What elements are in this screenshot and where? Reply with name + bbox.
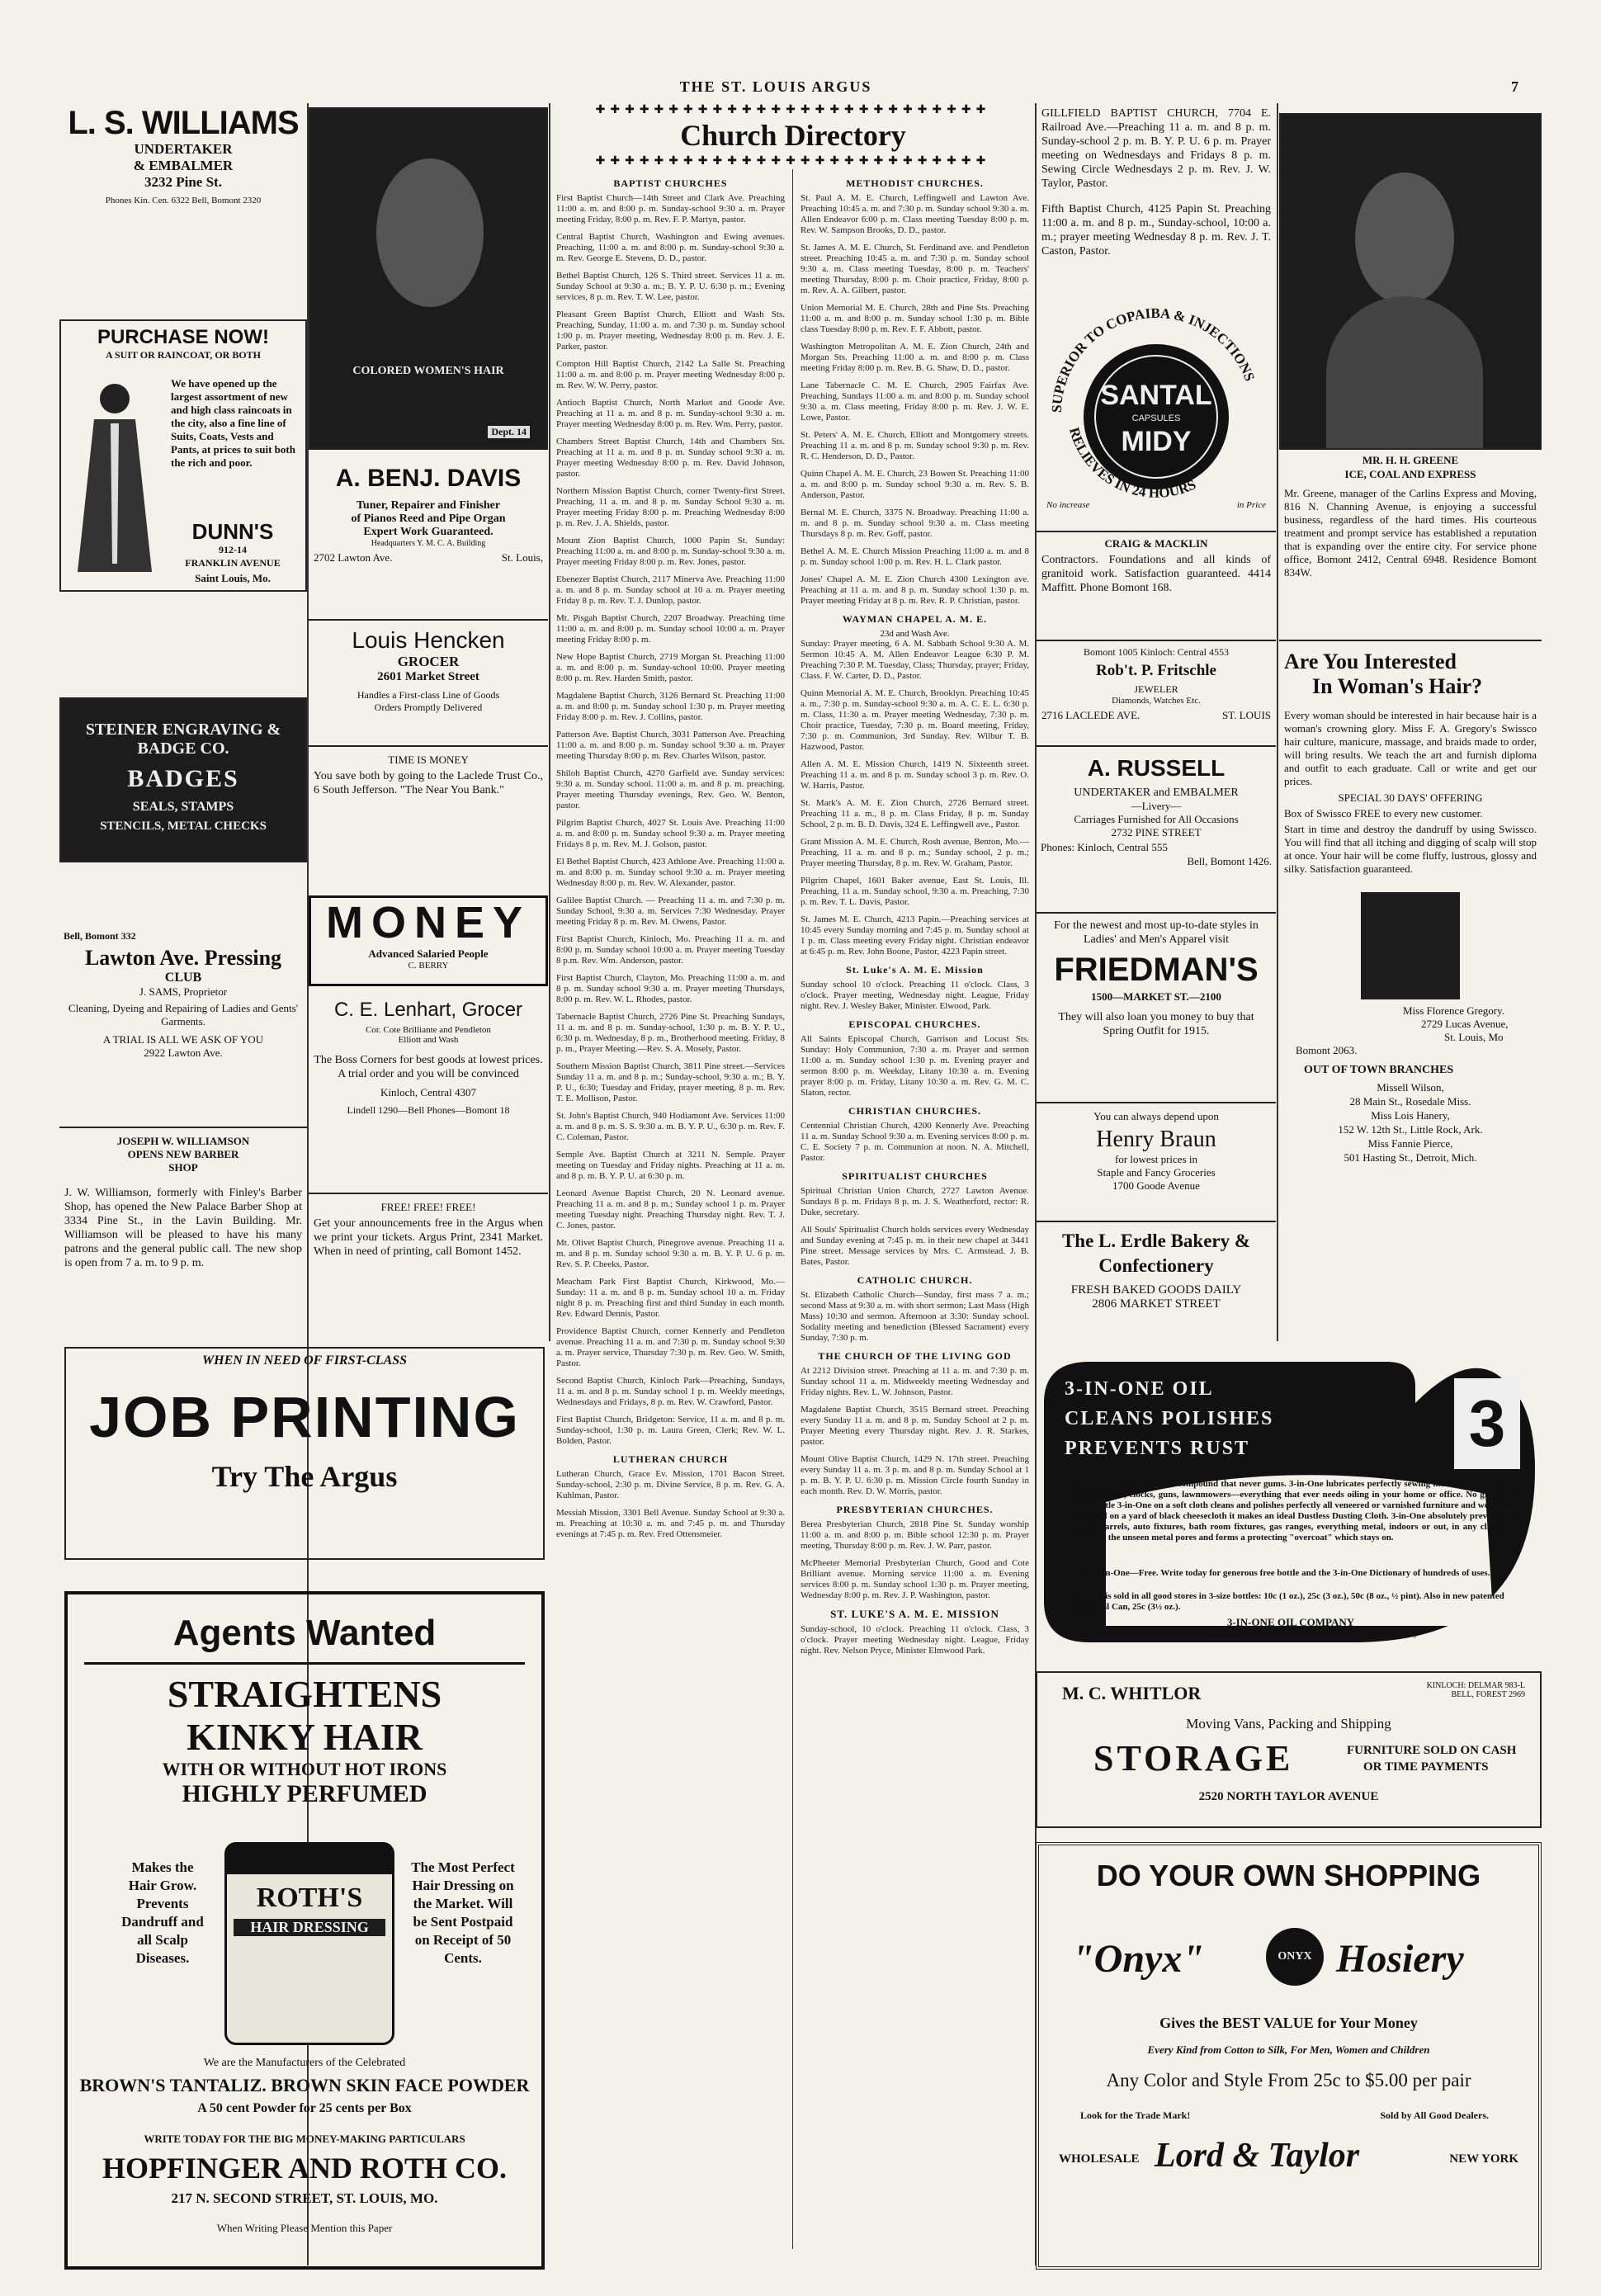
hair-dressing-jar [224,1842,394,2045]
agents-wanted-ad [64,1591,545,2270]
dunn-city: Saint Louis, Mo. [195,572,271,584]
gregory-phone: Bomont 2063. [1296,1044,1358,1056]
whitlor-addr: 2520 NORTH TAYLOR AVENUE [1198,1790,1379,1803]
dunn-body: We have opened up the largest assortment of new and high class raincoats in the city, also a fine line of Suits, Coats, Vests and Pants, at prices to suit both the rich and poor. [171,377,295,469]
fifth-baptist-notice: Fifth Baptist Church, 4125 Papin St. Preaching 11:00 a. m. and 8 p. m., Sunday-school, 10:00 a. m.; prayer meeting Wednesday 8 p. m. Rev. J. T. Caston, Pastor. [1041,203,1271,257]
church-entry: Quinn Chapel A. M. E. Church, 23 Bowen St. Preaching 11:00 a. m. and 8:00 p. m. Sunday school 9:30 a. m. Rev. S. B. Anderson, Pastor. [800,469,1029,500]
pressing-club: CLUB [164,971,202,985]
hair-article [1279,640,1542,1165]
friedman-addr: 1500—MARKET ST.—2100 [1091,990,1221,1003]
three-in-one-body: 3-in-One is a light, pure oil compound that never gums. 3-in-One lubricates perfectly sewing machines, typewriters, bicycles, locks, clocks, guns, lawnmowers—everything that ever needs oiling in your home or office. No grease. No acid. A little 3-in-One on a soft cloth cleans and polishes perfectly all veneered or varnished furniture and woodwork. Sprinkled on a yard of black cheesecloth it makes an ideal Dustless Dusting Cloth. 3-in-One absolutely prevents rust on gun barrels, auto fixtures, bath room fixtures, gas ranges, everything metal, indoors or out, in any climate. It sinks into the unseen metal pores and forms a protecting "overcoat" which stays on. [1069,1479,1521,1542]
hair-body: Every woman should be interested in hair because hair is a woman's crowning glory. Miss F. A. Gregory's Swissco hair culture, manicure, massage, and braids made to order, will bring results. We teach the art and furnish diploma and outfit to each graduate. Call or write and get our prices. [1284,709,1537,787]
christian-heading: CHRISTIAN CHURCHES. [848,1105,982,1117]
steiner-line3: SEALS, STAMPS [132,800,234,814]
gregory-addr: 2729 Lucas Avenue, [1421,1018,1509,1030]
hencken-type: GROCER [397,654,460,669]
santal-midy-badge [1037,305,1276,512]
time-money-headline: TIME IS MONEY [388,754,469,766]
church-entry: Mt. Pisgah Baptist Church, 2207 Broadway. Preaching time 11:00 a. m. and 8:00 p. m. Sunday school 10:00 a. m. Prayer meeting Friday 8:00 p. m. [556,613,785,645]
church-entry: First Baptist Church, Kinloch, Mo. Preaching 11 a. m. and 8:00 p. m. Sunday school 10:00 a. m. Prayer meeting Tuesday 8 p.m. Rev. Wm. Anderson, pastor. [556,934,785,966]
agents-left-text: Makes the Hair Grow. Prevents Dandruff and all Scalp Diseases. [121,1859,204,1966]
barber-body: J. W. Williamson, formerly with Finley's Barber Shop, has opened the New Palace Barber Shop at 3334 Pine St., in the Lavin Building. Mr. Williamson will be pleased to have his many patrons and the general public call. The new shop is open from 7 a. m. to 9 p. m. [64,1187,302,1269]
wayman-sub: 23d and Wash Ave. [880,629,950,639]
onyx-headline: DO YOUR OWN SHOPPING [1096,1859,1481,1892]
church-entry: Galilee Baptist Church. — Preaching 11 a. m. and 7:30 p. m. Sunday School, 9:30 a. m. Services 7:30 Wednesday. Prayer meeting Friday 8 p. m. Rev. M. Owens, Pastor. [556,895,785,927]
pressing-phone: Bell, Bomont 332 [64,930,136,942]
portrait-illustration [376,158,484,307]
free-headline: FREE! FREE! FREE! [380,1201,476,1213]
church-entry: St. Peters' A. M. E. Church, Elliott and Montgomery streets. Preaching 11 a. m. and 8 p. m. Sunday school 9:30 p. m. Rev. R. C. Henderson, D. D., Pastor. [800,430,1029,461]
fritschle-goods: Diamonds, Watches Etc. [1112,696,1201,706]
masthead: THE ST. LOUIS ARGUS [679,78,872,95]
lenhart-ad [309,999,548,1188]
pressing-name: Lawton Ave. Pressing [84,946,282,970]
fritschle-type: JEWELER [1134,683,1178,695]
column-rule [1277,103,1278,1341]
church-entry: St. Elizabeth Catholic Church—Sunday, first mass 7 a. m.; second Mass at 9:30 a. m. with short sermon; Last Mass (High Mass) 10:30 and sermon. Afternoon at 3:30: Sunday school. Sodality meeting and benediction (Blessed Sacrament) every Sunday, 7:30 p. m. [800,1290,1029,1343]
three-in-one-number: 3 [1454,1378,1520,1469]
williams-phones: Phones Kin. Cen. 6322 Bell, Bomont 2320 [105,196,262,206]
barber-h1: JOSEPH W. WILLIAMSON [116,1135,250,1147]
onyx-ny: NEW YORK [1449,2152,1518,2166]
gregory-name: Miss Florence Gregory. [1403,1004,1504,1017]
lenhart-addr1: Cor. Cote Brilliante and Pendleton [366,1025,491,1035]
branch-line: Missell Wilson, [1377,1081,1444,1094]
page-header [50,78,1535,97]
job-printing-ad [64,1347,545,1560]
santal-midy-ad [1037,305,1276,520]
onyx-mark: Look for the Trade Mark! [1080,2109,1191,2121]
church-entry: Bethel Baptist Church, 126 S. Third street. Services 11 a. m. Sunday School at 9:30 a. m.; B. Y. P. U. 6:30 p. m.; Evening services, 8 p. m. Rev. T. W. Lee, pastor. [556,271,785,302]
church-entry: Magdalene Baptist Church, 3515 Bernard street. Preaching every Sunday 11 a. m. and 8 p. m. Sunday School at 2 p. m. Prayer Meeting every Thursday night. Rev. J. R. Starkes, pastor. [800,1405,1029,1447]
hencken-name: Louis Hencken [352,627,505,653]
dunn-headline: PURCHASE NOW! [97,326,269,348]
greene-caption2: ICE, COAL AND EXPRESS [1344,468,1476,480]
onyx-price: Any Color and Style From 25c to $5.00 per pair [1106,2070,1471,2090]
fritschle-address [1041,709,1271,722]
church-entry: St. James A. M. E. Church, St. Ferdinand ave. and Pendleton street. Preaching 10:45 a. m. and 7:30 p. m. Sunday school 9:30 a. m. Class meeting Tuesday, 8:00 p. m. Teachers' meeting Thursday, 8:00 p. m. Choir practice, Friday, 8:00 p. m. Rev. A. A. Gilbert, pastor. [800,243,1029,295]
church-entry: Mount Zion Baptist Church, 1000 Papin St. Sunday: Preaching 11:00 a. m. and 8:00 p. m. Sunday-school 9:30 a. m. Prayer meeting Friday 8:00 p. m. Rev. Jones, pastor. [556,536,785,567]
three-in-one-sizes: 3-in-One is sold in all good stores in 3-size bottles: 10c (1 oz.), 25c (3 oz.), 50c (8 oz., ½ pint). Also in new patented Handy Oil Can, 25c (3½ oz.). [1069,1591,1504,1612]
church-entry: Union Memorial M. E. Church, 28th and Pine Sts. Preaching 11:00 a. m. and 8:00 p. m. Sunday school 1:30 p. m. Bible class Tuesday 8:00 p. m. Rev. F. F. Abbott, pastor. [800,303,1029,334]
page-number: 7 [1511,78,1518,95]
money-ad-name: C. BERRY [408,961,449,971]
russell-carr: Carriages Furnished for All Occasions [1074,813,1239,825]
fritschle-addr: 2716 LACLEDE AVE. [1041,709,1141,721]
church-entry: Compton Hill Baptist Church, 2142 La Salle St. Preaching 11:00 a. m. and 8:00 p. m. Prayer meeting Wednesday 8:00 p. m. Rev. W. W. Perry, pastor. [556,359,785,390]
money-ad [309,895,548,986]
church-entry: Centennial Christian Church, 4200 Kennerly Ave. Preaching 11 a. m. Sunday School 9:30 a. m. Evening services 8:00 p. m. C. E. Society 7 p. m. Communion at noon. N. A. Mitchell, Pastor. [800,1121,1029,1163]
church-entry: Mount Olive Baptist Church, 1429 N. 17th street. Preaching every Sunday 11 a. m. 3 p. m. and 8 p. m. Sunday School at 1 p. m. B. Y. P. U. 6:30 p. m. Mission Circle fourth Sunday in each month. Rev. D. W. Morris, pastor. [800,1454,1029,1496]
davis-name: A. BENJ. DAVIS [335,465,522,492]
church-entry: Sunday: Prayer meeting, 6 A. M. Sabbath School 9:30 A. M. Sermon 10:45 A. M. Allen Endeavor League 6:30 P. M. Preaching 7:30 P. M. Tuesday, Class; Thursday, prayer; Friday, Class. F. W. Carter, D. D., Pastor. [800,639,1029,681]
church-entry: Grant Mission A. M. E. Church, Rosh avenue, Benton, Mo.—Preaching, 11 a. m. and 8 p. m.; Sunday school, 2 p. m.; Prayer meeting Thursday, 8 p. m. Rev. W. Graham, Pastor. [800,837,1029,868]
church-entry: Quinn Memorial A. M. E. Church, Brooklyn. Preaching 10:45 a. m., 7:30 p. m. Sunday-school 9:30 a. m. A. C. E. L. 6:30 p. m. Class, 11:30 a. m. Prayer meeting Wednesday, 7:30 p. m. Choir practice, Tuesday, 7:30 p. m. Board meeting, Friday, 7:30 p. m. Communion, 3rd Sunday. Rev. Wilbur T. B. Hazwood, Pastor. [800,688,1029,752]
lenhart-name: C. E. Lenhart, Grocer [333,999,523,1021]
greene-body: Mr. Greene, manager of the Carlins Express and Moving, 816 N. Channing Avenue, is enjoying a successful business, regardless of the hard times. His courteous treatment and prompt service has established a reputation that is expanding over the entire city. For service phone office, Bomont 2412, Central 6948. Residence Bomont 834W. [1284,487,1537,579]
church-entry: Spiritual Christian Union Church, 2727 Lawton Avenue. Sundays 8 p. m. Fridays 8 p. m. J. S. Weatherford, rector: R. Duke, secretary. [800,1186,1029,1217]
church-entry: Northern Mission Baptist Church, corner Twenty-first Street. Preaching, 11 a. m. and 8 p. m. Sunday School 9:30 a. m. Prayer meeting Friday 8:00 p. m. Preaching Wednesday 8:00 p. m. Rev. J. A. Shields, pastor. [556,486,785,528]
dunn-sub: A SUIT OR RAINCOAT, OR BOTH [105,349,262,361]
church-entry: St. Mark's A. M. E. Zion Church, 2726 Bernard street. Preaching 11 a. m., 8 p. m. Class Friday, 8 p. m. Sunday School, 2 p. m. B. D. Davis, 324 E. Leffingwell ave., Pastor. [800,798,1029,829]
church-entry: Messiah Mission, 3301 Bell Avenue. Sunday School at 9:30 a. m. Preaching at 10:30 a. m. and 7:45 p. m. and Thursday evenings at 7:45 p. m. Rev. Fred Ottensmeier. [556,1508,785,1539]
church-entry: New Hope Baptist Church, 2719 Morgan St. Preaching 11:00 a. m. and 8:00 p. m. Sunday-school 10:00. Prayer meeting 8:00 p. m. Rev. Harden Smith, pastor. [556,652,785,683]
branch-line: 501 Hasting St., Detroit, Mich. [1344,1151,1477,1164]
church-entry: First Baptist Church—14th Street and Clark Ave. Preaching 11:00 a. m. and 8:00 p. m. Sunday-school 9:30 a. m. Prayer meeting Friday, 8:00 p. m. Rev. F. P. Martyn, pastor. [556,193,785,224]
hencken-addr: 2601 Market Street [377,670,479,683]
davis-address [314,551,543,565]
church-entry: First Baptist Church, Clayton, Mo. Preaching 11:00 a. m. and 8 p. m. Sunday school 9:30 a. m. Prayer meeting Thursdays, 8:00 p. m. Rev. W. L. Rhodes, pastor. [556,973,785,1004]
davis-t3: Expert Work Guaranteed. [363,526,494,538]
whitlor-storage: STORAGE [1093,1738,1294,1779]
davis-ad [309,465,548,612]
agents-headline: Agents Wanted [172,1613,437,1653]
dunn-ad [59,319,307,592]
steiner-line2: BADGES [127,765,239,792]
directory-ornament: ✚✚✚✚✚✚✚✚✚✚✚✚✚✚✚✚✚✚✚✚✚✚✚✚✚✚✚ [595,104,991,116]
santal-arc-top: SUPERIOR TO COPAIBA & INJECTIONS [1048,305,1258,413]
williams-l1: UNDERTAKER [134,141,233,157]
russell-p1: Phones: Kinloch, Central 555 [1041,841,1168,853]
jar-label-1: ROTH'S [256,1883,363,1913]
hair-h2: In Woman's Hair? [1312,674,1483,698]
presbyterian-list [797,1519,1032,1601]
onyx-hosiery-ad [1036,1842,1542,2270]
church-entry: Bernal M. E. Church, 3375 N. Broadway. Preaching 11:00 a. m. and 8 p. m. Sunday school 9:30 a. m. Class meeting Thursdays 8 p. m. Rev. Goff, pastor. [800,508,1029,539]
job-printing-top: WHEN IN NEED OF FIRST-CLASS [201,1354,408,1368]
santal-midy: MIDY [1121,426,1192,457]
three-in-one-company: 3-IN-ONE OIL COMPANY [1226,1616,1355,1628]
more-list [797,1405,1032,1497]
catholic-heading: CATHOLIC CHURCH. [857,1274,973,1286]
church-entry: Jones' Chapel A. M. E. Zion Church 4300 Lexington ave. Preaching at 11 a. m. and 8 p. m. Sunday school 1:30 p. m. Prayer meeting Friday at 8 p. m. Rev. R. P. Christian, pastor. [800,574,1029,606]
braun-name: Henry Braun [1096,1127,1216,1152]
church-entry: Magdalene Baptist Church, 3126 Bernard St. Preaching 11:00 a. m. and 8:00 p. m. Sunday school 1:30 p. m. Prayer meeting Friday 8:00 p. m. Rev. J. Collins, pastor. [556,691,785,722]
russell-p2: Bell, Bomont 1426. [1187,855,1272,867]
agents-foot: When Writing Please Mention this Paper [216,2222,393,2234]
three-in-one-logo3: PREVENTS RUST [1065,1438,1250,1459]
three-in-one-logo2: CLEANS POLISHES [1065,1408,1274,1429]
russell-livery: —Livery— [1131,800,1182,812]
directory-title: Church Directory [680,119,906,152]
whitlor-name: M. C. WHITLOR [1062,1683,1202,1703]
pressing-ad [59,928,307,1110]
three-in-one-logo1: 3-IN-ONE OIL [1065,1378,1214,1400]
agents-l1: STRAIGHTENS [167,1673,442,1715]
methodist-list [797,193,1032,607]
church-entry: St. James M. E. Church, 4213 Papin.—Preaching services at 10:45 every Sunday morning and 7:45 p. m. Sunday school at 1 p. m. Class meeting every Friday night. Christian endeavor at 6:45 p. m. Rev. John Boone, Pastor, 4223 Papin street. [800,914,1029,957]
baptist-list [553,193,788,1447]
three-in-one-addr: 42 DA Broadway [1180,1629,1240,1638]
methodist-column [797,172,1032,1663]
church-entry: St. Paul A. M. E. Church, Leffingwell and Lawton Ave. Preaching 10:45 a. m. and 7:30 p. m. Sunday school 9:30 a. m. Allen Endeavor 6:00 p. m. Class meeting Tuesday 8:00 p. m. Rev. W. Sampson Brooks, D. D., pastor. [800,193,1029,235]
wayman-list [797,639,1032,957]
gregory-city: St. Louis, Mo [1444,1031,1504,1043]
santal-in-price: in Price [1236,500,1266,510]
three-in-one-city: New York City [1366,1629,1418,1638]
church-entry: Central Baptist Church, Washington and Ewing avenues. Preaching, 11:00 a. m. and 8:00 p. m. Sunday-school 9:30 a. m. Rev. George E. Stevens, D. D., pastor. [556,232,785,263]
church-entry: Shiloh Baptist Church, 4270 Garfield ave. Sunday services: 9:30 a. m. Sunday school. 11:00 a. m. and 8 p. m. preaching. Prayer meeting Thursday evenings, Rev. Geo. W. Benton, pastor. [556,768,785,810]
agents-write: WRITE TODAY FOR THE BIG MONEY-MAKING PARTICULARS [144,2133,465,2145]
williams-ad [59,105,307,224]
craig-macklin-ad [1037,531,1276,638]
church-entry: All Saints Episcopal Church, Garrison and Locust Sts. Sunday: Holy Communion, 7:30 a. m. Prayer and sermon 11:00 a. m. Sunday school 1:30 p. m. Evening prayer and sermon 8:00 p. m. Weekday, Litany 10:30 a. m. Evening prayer 8:00 p. m. Friday, Litany 10:30 a. m. Rev. G. M. C. Slaton, rector. [800,1034,1029,1098]
russell-name: A. RUSSELL [1087,755,1226,781]
hencken-l1: Handles a First-class Line of Goods [357,689,500,701]
three-in-one-free: Free—3-in-One—Free. Write today for generous free bottle and the 3-in-One Dictionary of hundreds of uses. [1069,1568,1490,1578]
dunn-addr1: 912-14 [219,544,247,555]
whitlor-phone1: KINLOCH: DELMAR 983-L [1426,1681,1525,1690]
baptist-heading: BAPTIST CHURCHES [613,177,728,189]
dunn-addr2: FRANKLIN AVENUE [185,557,281,569]
onyx-kinds: Every Kind from Cotton to Silk, For Men, Women and Children [1147,2043,1430,2056]
agents-l3: WITH OR WITHOUT HOT IRONS [162,1759,447,1779]
church-entry: Sunday-school, 10 o'clock. Preaching 11 o'clock. Class, 3 o'clock. Prayer meeting Wednesday night. League, Friday night. Rev. Nelson Pryce, Minister Elmwood Park. [800,1624,1029,1656]
stlukes2-heading: ST. LUKE'S A. M. E. MISSION [830,1608,999,1620]
lenhart-body: The Boss Corners for best goods at lowest prices. A trial order and you will be convinced [314,1054,543,1080]
agents-powder2: A 50 cent Powder for 25 cents per Box [197,2101,412,2115]
williams-l2: & EMBALMER [133,158,234,173]
time-money-body: You save both by going to the Laclede Trust Co., 6 South Jefferson. "The Near You Bank." [314,770,543,796]
braun-l1: for lowest prices in [1114,1153,1197,1165]
agents-addr: 217 N. SECOND STREET, ST. LOUIS, MO. [171,2190,438,2206]
church-entry: Providence Baptist Church, corner Kennerly and Pendleton avenue. Preaching 11 a. m. and 7:30 p. m. Sunday school 9:30 a. m. Prayer service, Thursday 7:30 p. m. Rev. Geo. W. Smith, Pastor. [556,1326,785,1368]
church-entry: Patterson Ave. Baptist Church, 3031 Patterson Ave. Preaching 11:00 a. m. and 8:00 p. m. Sunday school 9:30 a. m. Prayer meeting Thursday 8:00 p. m. Rev. Charles Wilson, pastor. [556,730,785,761]
hair-ad [309,107,548,450]
santal-arc-bottom: RELIEVES IN 24 HOURS [1065,425,1199,501]
lenhart-phone1: Kinloch, Central 4307 [380,1086,476,1098]
whitlor-ad [1036,1671,1542,1828]
church-entry: Sunday school 10 o'clock. Preaching 11 o'clock. Class, 3 o'clock. Prayer meeting, Wednesday night. League, Friday night. Rev. J. Wesley Baker, Minister. Elwood, Park. [800,980,1029,1011]
money-ad-headline: MONEY [325,898,531,947]
onyx-trademark-icon: ONYX [1266,1928,1324,1986]
hair-ad-dept: Dept. 14 [488,426,530,438]
man-in-raincoat-illustration [69,374,160,580]
pressing-trial: A TRIAL IS ALL WE ASK OF YOU [102,1033,264,1046]
davis-addr: 2702 Lawton Ave. [314,551,393,564]
spiritualist-list [797,1186,1032,1268]
friedman-ad [1037,912,1276,1098]
craig-name: CRAIG & MACKLIN [1104,537,1208,550]
greene-portrait [1279,113,1542,450]
lenhart-phone2: Lindell 1290—Bell Phones—Bomont 18 [347,1104,510,1116]
friedman-body: They will also loan you money to buy that Spring Outfit for 1915. [1058,1011,1254,1037]
steiner-line4: STENCILS, METAL CHECKS [100,820,267,833]
church-entry: Berea Presbyterian Church, 2818 Pine St. Sunday worship 11:00 a. m. and 8:00 p. m. Bible school 12:30 p. m. Prayer meeting, Thursday 8:00 p. m. Rev. J. W. Parr, pastor. [800,1519,1029,1551]
erdle-ad [1037,1221,1276,1336]
time-is-money [309,745,548,848]
hair-offer: Box of Swissco FREE to every new customer. [1284,807,1483,820]
free-notice [309,1193,548,1362]
fritschle-phones: Bomont 1005 Kinloch: Central 4553 [1084,646,1229,658]
episcopal-heading: EPISCOPAL CHURCHES. [848,1018,981,1030]
wayman-heading: WAYMAN CHAPEL A. M. E. [842,613,988,625]
free-body: Get your announcements free in the Argus when we print your tickets. Argus Print, 2341 Market. When in need of printing, call Bomont 1452. [314,1217,543,1258]
three-in-one-ad [1040,1354,1542,1651]
agents-l2: KINKY HAIR [187,1716,423,1758]
whitlor-line: Moving Vans, Packing and Shipping [1186,1716,1391,1731]
craig-body: Contractors. Foundations and all kinds of granitoid work. Satisfaction guaranteed. 4414 Maffitt. Phone Bomont 168. [1041,554,1271,594]
erdle-addr: 2806 MARKET STREET [1092,1297,1221,1311]
church-entry: Lutheran Church, Grace Ev. Mission, 1701 Bacon Street. Sunday-school, 2:30 p. m. Divine Service, 8 p. m. Rev. G. A. Kuhlman, Pastor. [556,1469,785,1500]
church-entry: Semple Ave. Baptist Church at 3211 N. Semple. Prayer meeting on Tuesday and Friday nights. Preaching at 11 a. m. and 8 p. m. B. Y. P. U. at 6:30 p. m. [556,1150,785,1181]
church-entry: Meacham Park First Baptist Church, Kirkwood, Mo.—Sunday: 11 a. m. and 8 p. m. Sunday school 10 a. m. Friday night 8 p. m. Preaching first and third Sunday in each month. Rev. Edward Dennis, Pastor. [556,1277,785,1319]
directory-ornament: ✚✚✚✚✚✚✚✚✚✚✚✚✚✚✚✚✚✚✚✚✚✚✚✚✚✚✚ [595,155,991,168]
church-entry: Leonard Avenue Baptist Church, 20 N. Leonard avenue. Preaching 11 a. m. and 8 p. m.; Sunday school 1 p. m. Prayer meeting Tuesday night. Preaching Thursday night. Rev. T. J. C. Jones, pastor. [556,1188,785,1231]
hair-special: SPECIAL 30 DAYS' OFFERING [1338,791,1483,804]
church-entry: Pilgrim Baptist Church, 4027 St. Louis Ave. Preaching 11:00 a. m. and 8:00 p. m. Sunday school 9:30 a. m. Prayer meeting Fridays 8 p. m. Rev. M. J. Golson, pastor. [556,818,785,849]
erdle-sub: FRESH BAKED GOODS DAILY [1070,1283,1242,1297]
steiner-ad [59,697,307,862]
living-god-heading: THE CHURCH OF THE LIVING GOD [818,1350,1012,1362]
lenhart-addr2: Elliott and Wash [398,1035,459,1045]
church-directory [551,103,1035,2265]
church-entry: Tabernacle Baptist Church, 2726 Pine St. Preaching Sundays, 11 a. m. and 8 p. m. Sunday-school, 1:30 p. m. B. Y. P. U., 6:30 p. m. Wednesday, 8 p. m., Brotherhood meeting. Friday, 8 p. m., Prayer Meeting.—Rev. S. A. Mosely, Pastor. [556,1012,785,1054]
church-entry: Ebenezer Baptist Church, 2117 Minerva Ave. Preaching 11:00 a. m. and 8 p. m. Sunday school at 10 a. m. Prayer meeting Friday 8 p. m. Rev. T. J. Dunlop, pastor. [556,574,785,606]
gillfield-notice: GILLFIELD BAPTIST CHURCH, 7704 E. Railroad Ave.—Preaching 11 a. m. and 8 p. m. Sunday-school 2 p. m. B. Y. P. U. 6 p. m. Prayer meeting on Wednesdays and Fridays 8 p. m. Sewing Circle Wednesdays 2 p. m. Rev. J. W. Taylor, Pastor. [1041,107,1271,190]
column-rule [549,103,550,1341]
whitlor-furn2: OR TIME PAYMENTS [1363,1760,1489,1774]
hencken-l2: Orders Promptly Delivered [374,702,483,713]
pressing-owner: J. SAMS, Proprietor [139,985,228,998]
agents-company: HOPFINGER AND ROTH CO. [102,2152,508,2185]
spiritualist-heading: SPIRITUALIST CHURCHES [842,1170,988,1182]
williams-addr: 3232 Pine St. [144,174,222,190]
hencken-ad [309,619,548,743]
presbyterian-heading: PRESBYTERIAN CHURCHES. [836,1504,994,1515]
barber-h3: SHOP [168,1161,198,1174]
steiner-line1: STEINER ENGRAVING & BADGE CO. [85,720,281,758]
methodist-heading: METHODIST CHURCHES. [846,177,984,189]
erdle-name: The L. Erdle Bakery & Confectionery [1061,1231,1251,1276]
russell-addr: 2732 PINE STREET [1111,826,1202,839]
braun-addr: 1700 Goode Avenue [1112,1179,1200,1192]
russell-ad [1037,745,1276,910]
whitlor-phone2: BELL, FOREST 2969 [1451,1690,1525,1699]
church-entry: Allen A. M. E. Mission Church, 1419 N. Sixteenth street. Preaching 11 a. m. and 8 p. m. Sunday school 3 p. m. Rev. O. W. Harris, Pastor. [800,759,1029,791]
agents-right-text: The Most Perfect Hair Dressing on the Market. Will be Sent Postpaid on Receipt of 50 Cents. [411,1859,515,1966]
church-entry: Mt. Olivet Baptist Church, Pinegrove avenue. Preaching 11 a. m. and 8 p. m. Sunday school 9:30 a. m. B. Y. P. U. 6 p. m. Rev. S. P. Cheeks, Pastor. [556,1238,785,1269]
russell-type: UNDERTAKER and EMBALMER [1074,787,1239,799]
williams-name: L. S. WILLIAMS [68,105,299,141]
job-printing-sub: Try The Argus [211,1460,398,1493]
santal-name: SANTAL [1100,380,1212,411]
santal-capsules: CAPSULES [1131,413,1181,423]
agents-mfr: We are the Manufacturers of the Celebrated [203,2057,406,2069]
church-entry: El Bethel Baptist Church, 423 Athlone Ave. Preaching 11:00 a. m. and 8:00 p. m. Sunday school 9:30 a. m. Prayer meeting Wednesday 8:00 p. m. Rev. W. Alexander, pastor. [556,857,785,888]
braun-l2: Staple and Fancy Groceries [1097,1166,1216,1179]
branch-line: 28 Main St., Rosedale Miss. [1349,1095,1471,1108]
hair-h1: Are You Interested [1284,650,1457,673]
hair-more: Start in time and destroy the dandruff by using Swissco. You will find that all itching and digging of scalp will stop at once. Your hair will be come fluffy, lustrous, glossy and silky. Satisfaction guaranteed. [1284,823,1537,875]
greene-caption1: MR. H. H. GREENE [1362,454,1459,466]
braun-top: You can always depend upon [1093,1110,1219,1122]
lutheran-heading: LUTHERAN CHURCH [612,1453,729,1465]
davis-city: St. Louis, [501,551,543,564]
job-printing-main: JOB PRINTING [89,1385,520,1449]
onyx-lord-taylor: Lord & Taylor [1155,2137,1360,2175]
branches-list [1279,1080,1542,1165]
fritschle-name: Rob't. P. Fritschle [1095,662,1216,679]
onyx-dealers: Sold by All Good Dealers. [1380,2109,1489,2121]
branch-line: Miss Fannie Pierce, [1367,1137,1453,1150]
church-entry: Antioch Baptist Church, North Market and Goode Ave. Preaching at 11 a. m. and 8 p. m. Sunday-school 9:30 a. m. Prayer meeting Wednesday 8:00 p. m. Rev. Wm. Perry, pastor. [556,398,785,429]
branches-heading: OUT OF TOWN BRANCHES [1304,1064,1454,1076]
santal-no-increase: No increase [1046,500,1090,510]
gregory-portrait [1361,892,1460,999]
friedman-name: FRIEDMAN'S [1054,952,1259,988]
agents-l4: HIGHLY PERFUMED [182,1780,427,1807]
whitlor-furn1: FURNITURE SOLD ON CASH [1347,1744,1517,1757]
barber-h2: OPENS NEW BARBER [127,1148,239,1160]
dunn-name: DUNN'S [191,519,274,544]
lutheran-list [553,1469,788,1540]
agents-powder: BROWN'S TANTALIZ. BROWN SKIN FACE POWDER [79,2075,530,2095]
church-entry: First Baptist Church, Bridgeton: Service, 11 a. m. and 8 p. m. Sunday-school, 1:30 p. m. Laura Green, Clerk; Rev. W. L. Bolden, Pastor. [556,1415,785,1446]
church-entry: Lane Tabernacle C. M. E. Church, 2905 Fairfax Ave. Preaching, Sundays 11:00 a. m. and 8:00 p. m. Sunday school 9:30 a. m. Class meeting, Friday 8:00 p. m. Rev. J. W. E. Lowe, Pastor. [800,380,1029,423]
church-entry: Southern Mission Baptist Church, 3811 Pine street.—Services Sunday 11 a. m. and 8 p. m.; Sunday-school, 9:30 a. m.; B. Y. P. U., 6:30; Tuesday and Friday, prayer meeting, 8 p. m. Rev. T. E. Mollison, Pastor. [556,1061,785,1103]
pressing-addr: 2922 Lawton Ave. [144,1046,223,1059]
onyx-value: Gives the BEST VALUE for Your Money [1159,2015,1418,2031]
friedman-top: For the newest and most up-to-date styles in Ladies' and Men's Apparel visit [1054,919,1259,946]
onyx-wholesale: WHOLESALE [1059,2152,1140,2166]
church-entry: Washington Metropolitan A. M. E. Zion Church, 24th and Morgan Sts. Preaching 11:00 a. m. and 8:00 p. m. Class meeting Friday 8:00 p. m. Rev. B. G. Shaw, D. D., pastor. [800,342,1029,373]
braun-ad [1037,1102,1276,1217]
church-entry: Pilgrim Chapel, 1601 Baker avenue, East St. Louis, Ill. Preaching, 11 a. m. Sunday school, 9:30 a. m. Preaching, 7:30 p. m. Rev. T. L. Davis, Pastor. [800,876,1029,907]
church-entry: St. John's Baptist Church, 940 Hodiamont Ave. Services 11:00 a. m. and 8 p. m. S. S. 9:30 a. m. B. Y. P. U., 6:30 p. m. Rev. F. C. Coleman, Pastor. [556,1111,785,1142]
church-entry: Second Baptist Church, Kinloch Park—Preaching, Sundays, 11 a. m. and 8 p. m. Sunday school 1 p. m. Weekly meetings, Wednesdays and Fridays, 8 p. m. Rev. W. Crawford, Pastor. [556,1376,785,1407]
church-entry: At 2212 Division street. Preaching at 11 a. m. and 7:30 p. m. Sunday school 11 a. m. Midweekly meeting Wednesday and Friday nights. Rev. L. W. Johnson, Pastor. [800,1366,1029,1397]
fritschle-ad [1037,640,1276,743]
money-ad-sub: Advanced Salaried People [368,947,489,960]
fritschle-city: ST. LOUIS [1222,709,1271,721]
whitlor-phones [1427,1681,1525,1699]
davis-t2: of Pianos Reed and Pipe Organ [351,513,506,525]
hair-ad-text: COLORED WOMEN'S HAIR [352,365,504,377]
davis-hq: Headquarters Y. M. C. A. Building [371,539,486,548]
church-entry: All Souls' Spiritualist Church holds services every Wednesday and Sunday evening at 7:45 p. m. in their new chapel at 3441 Pine street. Message services by Mrs. C. Armstead. J. B. Bates, Pastor. [800,1225,1029,1267]
church-entry: Chambers Street Baptist Church, 14th and Chambers Sts. Preaching at 11 a. m. and 8 p. m. Sunday school 9:30 a. m. Prayer meeting Wednesday 8:00 p. m. Rev. David Johnson, pastor. [556,437,785,479]
church-entry: Bethel A. M. E. Church Mission Preaching 11:00 a. m. and 8 p. m. Sunday school 1:00 p. m. Rev. H. L. Clark pastor. [800,546,1029,567]
onyx-brand: "Onyx" [1072,1937,1204,1981]
davis-t1: Tuner, Repairer and Finisher [356,499,501,512]
baptist-column [553,172,788,1547]
onyx-hosiery: Hosiery [1336,1937,1464,1981]
jar-label-2: HAIR DRESSING [234,1919,385,1936]
branch-line: 152 W. 12th St., Little Rock, Ark. [1338,1123,1483,1136]
church-entry: Pleasant Green Baptist Church, Elliott and Wash Sts. Preaching, Sunday, 11:00 a. m. and 7:30 p. m. Sunday school 1:00 p. m. Prayer meeting, Wednesday 8:00 p. m. Rev. J. E. Parker, pastor. [556,309,785,352]
pressing-services: Cleaning, Dyeing and Repairing of Ladies and Gents' Garments. [68,1002,299,1028]
branch-line: Miss Lois Hanery, [1371,1109,1450,1122]
stlukes-heading: St. Luke's A. M. E. Mission [846,964,984,976]
church-entry: McPheeter Memorial Presbyterian Church, Good and Cote Brilliant avenue. Morning service 11:00 a. m. Evening services 8:00 p. m. Sunday school 1:30 p. m. Prayer meeting, Wednesday 8:00 p. m. Rev. J. P. Washington, pastor. [800,1558,1029,1600]
